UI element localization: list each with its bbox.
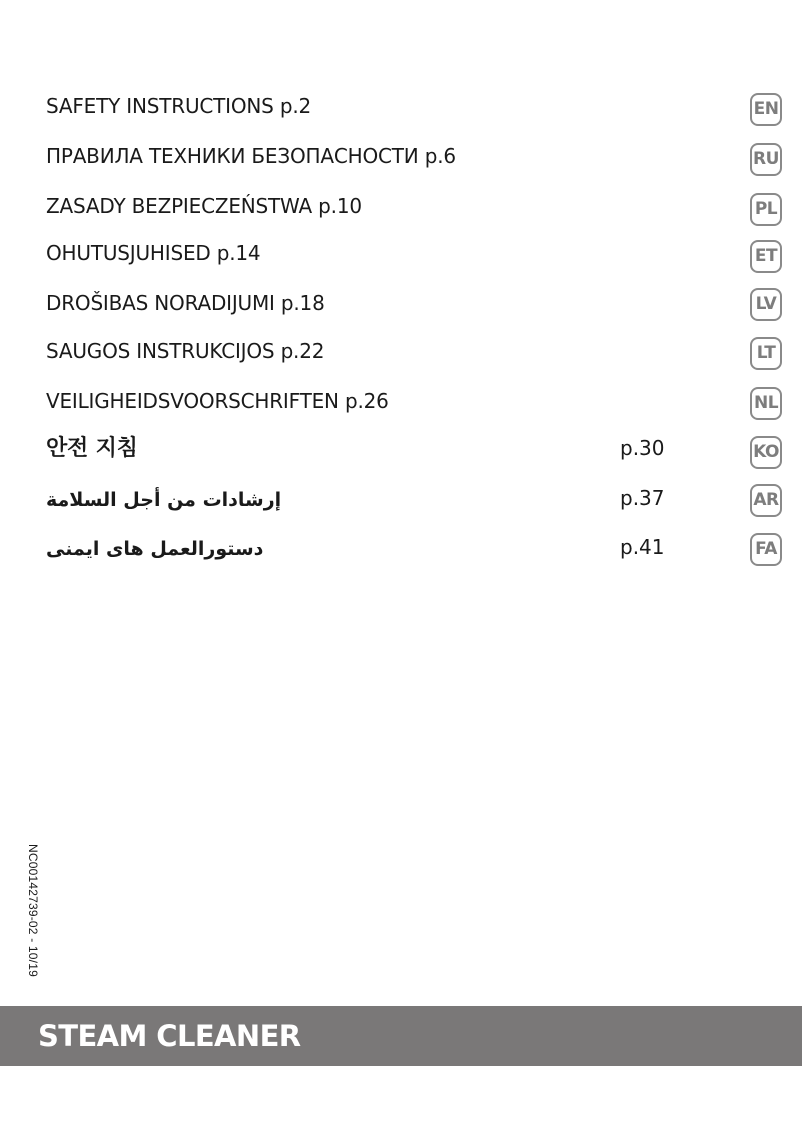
toc-entry-ar: إرشادات من أجل السلامة: [46, 489, 282, 511]
toc-entry-pl: ZASADY BEZPIECZEŃSTWA p.10: [46, 194, 362, 218]
toc-page-ar: p.37: [620, 486, 665, 510]
document-code: NC00142739-02 - 10/19: [26, 844, 40, 977]
toc-entry-et: OHUTUSJUHISED p.14: [46, 241, 261, 265]
toc-entry-lt: SAUGOS INSTRUKCIJOS p.22: [46, 339, 325, 363]
toc-entry-en: SAFETY INSTRUCTIONS p.2: [46, 94, 311, 118]
lang-badge-ko: KO: [750, 436, 782, 469]
lang-badge-en: EN: [750, 93, 782, 126]
toc-entry-ko: 안전 지침: [46, 436, 138, 461]
product-title: STEAM CLEANER: [38, 1019, 301, 1053]
lang-badge-lv: LV: [750, 288, 782, 321]
toc-entry-nl: VEILIGHEIDSVOORSCHRIFTEN p.26: [46, 389, 389, 413]
toc-entry-fa: دستورالعمل های ایمنی: [46, 538, 264, 560]
lang-badge-fa: FA: [750, 533, 782, 566]
toc-entry-ru: ПРАВИЛА ТЕХНИКИ БЕЗОПАСНОСТИ p.6: [46, 144, 456, 168]
lang-badge-ru: RU: [750, 143, 782, 176]
lang-badge-lt: LT: [750, 337, 782, 370]
toc-page-ko: p.30: [620, 436, 665, 460]
lang-badge-et: ET: [750, 240, 782, 273]
lang-badge-pl: PL: [750, 193, 782, 226]
footer-band: [0, 1006, 802, 1066]
lang-badge-nl: NL: [750, 387, 782, 420]
toc-page-fa: p.41: [620, 535, 665, 559]
toc-entry-lv: DROŠIBAS NORADIJUMI p.18: [46, 291, 325, 315]
lang-badge-ar: AR: [750, 484, 782, 517]
